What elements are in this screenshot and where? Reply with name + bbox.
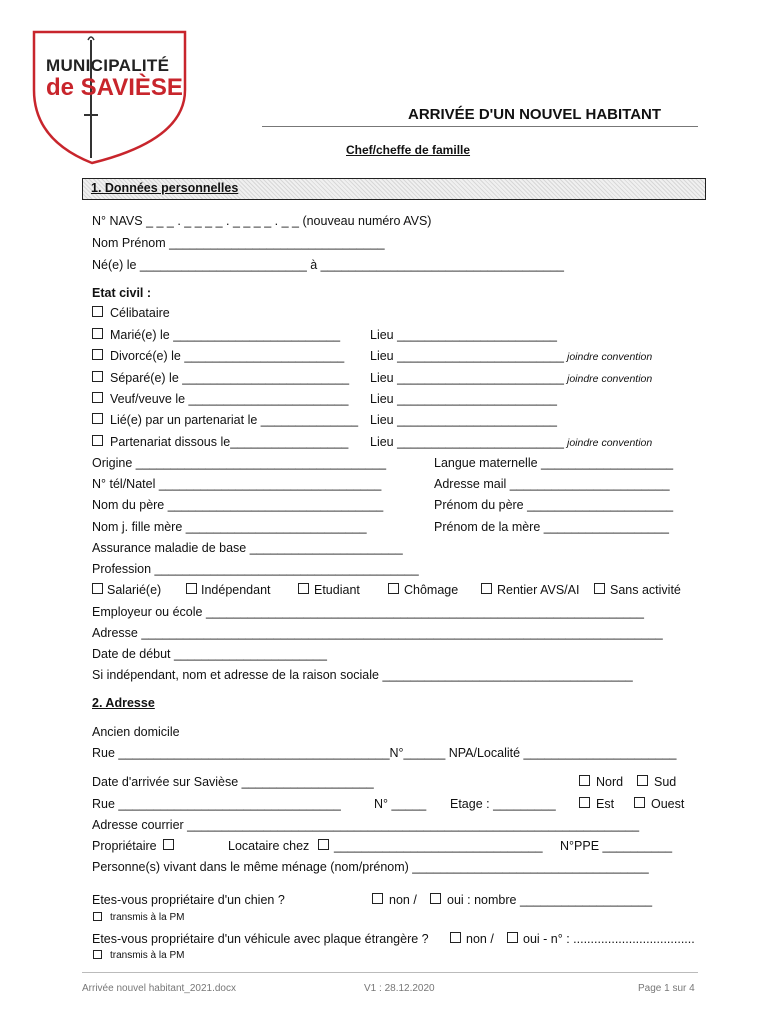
checkbox-transmis-pm-1[interactable] xyxy=(93,912,102,921)
statut-rentier-label: Rentier AVS/AI xyxy=(497,583,580,597)
checkbox-chien-non[interactable] xyxy=(372,893,383,904)
title-rule xyxy=(262,126,698,127)
ancien-domicile-label: Ancien domicile xyxy=(92,725,180,739)
checkbox-etat-civil[interactable] xyxy=(92,435,103,446)
checkbox-vehicule-non[interactable] xyxy=(450,932,461,943)
checkbox-proprietaire[interactable] xyxy=(163,839,174,850)
footer-page: Page 1 sur 4 xyxy=(638,983,695,994)
proprietaire-label: Propriétaire xyxy=(92,839,157,853)
etat-civil-label-field[interactable]: Marié(e) le ________________________ xyxy=(110,328,341,342)
checkbox-chomage[interactable] xyxy=(388,583,399,594)
profession-field[interactable]: Profession ______________________________________ xyxy=(92,562,419,576)
pere-field[interactable]: Nom du père _______________________________ xyxy=(92,498,384,512)
statut-etudiant-label: Etudiant xyxy=(314,583,360,597)
assurance-field[interactable]: Assurance maladie de base ______________________ xyxy=(92,541,403,555)
locataire-label: Locataire chez xyxy=(228,839,310,853)
etage-field[interactable]: Etage : _________ xyxy=(450,797,556,811)
transmis-pm-1-label: transmis à la PM xyxy=(110,912,185,923)
independant-field[interactable]: Si indépendant, nom et adresse de la raison sociale ____________________________________ xyxy=(92,668,633,682)
adresse-courrier-field[interactable]: Adresse courrier _________________________________________________________________ xyxy=(92,818,640,832)
checkbox-transmis-pm-2[interactable] xyxy=(93,950,102,959)
statut-chomage-label: Chômage xyxy=(404,583,459,597)
checkbox-etat-civil[interactable] xyxy=(92,306,103,317)
rue-ancien-field[interactable]: Rue _______________________________________N°______ NPA/Localité ______________________ xyxy=(92,746,677,760)
nord-label: Nord xyxy=(596,775,624,789)
checkbox-chien-oui[interactable] xyxy=(430,893,441,904)
etat-civil-lieu-field[interactable]: Lieu _______________________ xyxy=(370,328,557,342)
footer-rule xyxy=(82,972,698,973)
prenom-pere-field[interactable]: Prénom du père _____________________ xyxy=(434,498,674,512)
checkbox-salarie[interactable] xyxy=(92,583,103,594)
mail-field[interactable]: Adresse mail _______________________ xyxy=(434,477,670,491)
statut-independant-label: Indépendant xyxy=(201,583,271,597)
est-label: Est xyxy=(596,797,615,811)
etat-civil-label-field[interactable]: Séparé(e) le ________________________ xyxy=(110,371,350,385)
etat-civil-lieu-field[interactable]: Lieu _______________________ xyxy=(370,413,557,427)
checkbox-rentier[interactable] xyxy=(481,583,492,594)
etat-civil-label-field[interactable]: Célibataire xyxy=(110,306,170,320)
etat-civil-lieu-field[interactable]: Lieu _______________________ xyxy=(370,392,557,406)
nom-fille-mere-field[interactable]: Nom j. fille mère __________________________ xyxy=(92,520,367,534)
chien-oui-field[interactable]: oui : nombre ___________________ xyxy=(447,893,653,907)
checkbox-nord[interactable] xyxy=(579,775,590,786)
vehicule-question: Etes-vous propriétaire d'un véhicule avec plaque étrangère ? xyxy=(92,932,429,946)
etat-civil-label-field[interactable]: Partenariat dissous le_________________ xyxy=(110,435,349,449)
numero-field[interactable]: N° _____ xyxy=(374,797,427,811)
joindre-convention-note: joindre convention xyxy=(567,351,653,363)
rue-nouvelle-field[interactable]: Rue ________________________________ xyxy=(92,797,341,811)
checkbox-est[interactable] xyxy=(579,797,590,808)
nom-prenom-field[interactable]: Nom Prénom _______________________________ xyxy=(92,236,385,250)
section1-header xyxy=(82,178,706,200)
vehicule-non-label: non / xyxy=(466,932,494,946)
tel-field[interactable]: N° tél/Natel ________________________________ xyxy=(92,477,382,491)
ppe-field[interactable]: N°PPE __________ xyxy=(560,839,673,853)
checkbox-etat-civil[interactable] xyxy=(92,413,103,424)
vehicule-oui-field[interactable]: oui - n° : ................................... xyxy=(523,932,695,946)
origine-field[interactable]: Origine ____________________________________ xyxy=(92,456,387,470)
naissance-field[interactable]: Né(e) le ________________________ à ___________________________________ xyxy=(92,258,564,272)
langue-field[interactable]: Langue maternelle ___________________ xyxy=(434,456,674,470)
etat-civil-lieu-field[interactable]: Lieu ________________________ xyxy=(370,349,564,363)
logo-line2: de SAVIÈSE xyxy=(46,74,183,101)
checkbox-etat-civil[interactable] xyxy=(92,392,103,403)
page-subtitle: Chef/cheffe de famille xyxy=(346,143,471,157)
section2-title: 2. Adresse xyxy=(92,696,155,710)
footer-version: V1 : 28.12.2020 xyxy=(364,983,435,994)
etat-civil-label-field[interactable]: Divorcé(e) le _______________________ xyxy=(110,349,345,363)
joindre-convention-note: joindre convention xyxy=(567,373,653,385)
page-title: ARRIVÉE D'UN NOUVEL HABITANT xyxy=(408,106,662,123)
navs-field[interactable]: N° NAVS _ _ _ . _ _ _ _ . _ _ _ _ . _ _ (nouveau numéro AVS) xyxy=(92,214,432,228)
chien-non-label: non / xyxy=(389,893,417,907)
date-arrivee-field[interactable]: Date d'arrivée sur Savièse ___________________ xyxy=(92,775,374,789)
date-debut-field[interactable]: Date de début ______________________ xyxy=(92,647,327,661)
footer-filename: Arrivée nouvel habitant_2021.docx xyxy=(82,983,236,994)
etat-civil-label-field[interactable]: Veuf/veuve le _______________________ xyxy=(110,392,349,406)
logo-line1: MUNICIPALITÉ xyxy=(46,56,170,75)
etat-civil-label: Etat civil : xyxy=(92,286,152,300)
etat-civil-lieu-field[interactable]: Lieu ________________________ xyxy=(370,371,564,385)
prenom-mere-field[interactable]: Prénom de la mère __________________ xyxy=(434,520,669,534)
checkbox-vehicule-oui[interactable] xyxy=(507,932,518,943)
etat-civil-lieu-field[interactable]: Lieu ________________________ xyxy=(370,435,564,449)
checkbox-independant[interactable] xyxy=(186,583,197,594)
checkbox-etudiant[interactable] xyxy=(298,583,309,594)
etat-civil-label-field[interactable]: Lié(e) par un partenariat le ______________ xyxy=(110,413,359,427)
locataire-field[interactable]: ______________________________ xyxy=(334,839,543,853)
checkbox-etat-civil[interactable] xyxy=(92,349,103,360)
checkbox-etat-civil[interactable] xyxy=(92,328,103,339)
adresse-employeur-field[interactable]: Adresse ___________________________________________________________________________ xyxy=(92,626,663,640)
joindre-convention-note: joindre convention xyxy=(567,437,653,449)
employeur-field[interactable]: Employeur ou école _______________________________________________________________ xyxy=(92,605,644,619)
checkbox-locataire[interactable] xyxy=(318,839,329,850)
statut-sans-activite-label: Sans activité xyxy=(610,583,681,597)
chien-question: Etes-vous propriétaire d'un chien ? xyxy=(92,893,285,907)
sud-label: Sud xyxy=(654,775,677,789)
ouest-label: Ouest xyxy=(651,797,685,811)
statut-salarie-label: Salarié(e) xyxy=(107,583,162,597)
checkbox-ouest[interactable] xyxy=(634,797,645,808)
transmis-pm-2-label: transmis à la PM xyxy=(110,950,185,961)
section1-title: 1. Données personnelles xyxy=(91,181,239,195)
checkbox-sans-activite[interactable] xyxy=(594,583,605,594)
personnes-menage-field[interactable]: Personne(s) vivant dans le même ménage (nom/prénom) __________________________________ xyxy=(92,860,649,874)
checkbox-etat-civil[interactable] xyxy=(92,371,103,382)
checkbox-sud[interactable] xyxy=(637,775,648,786)
